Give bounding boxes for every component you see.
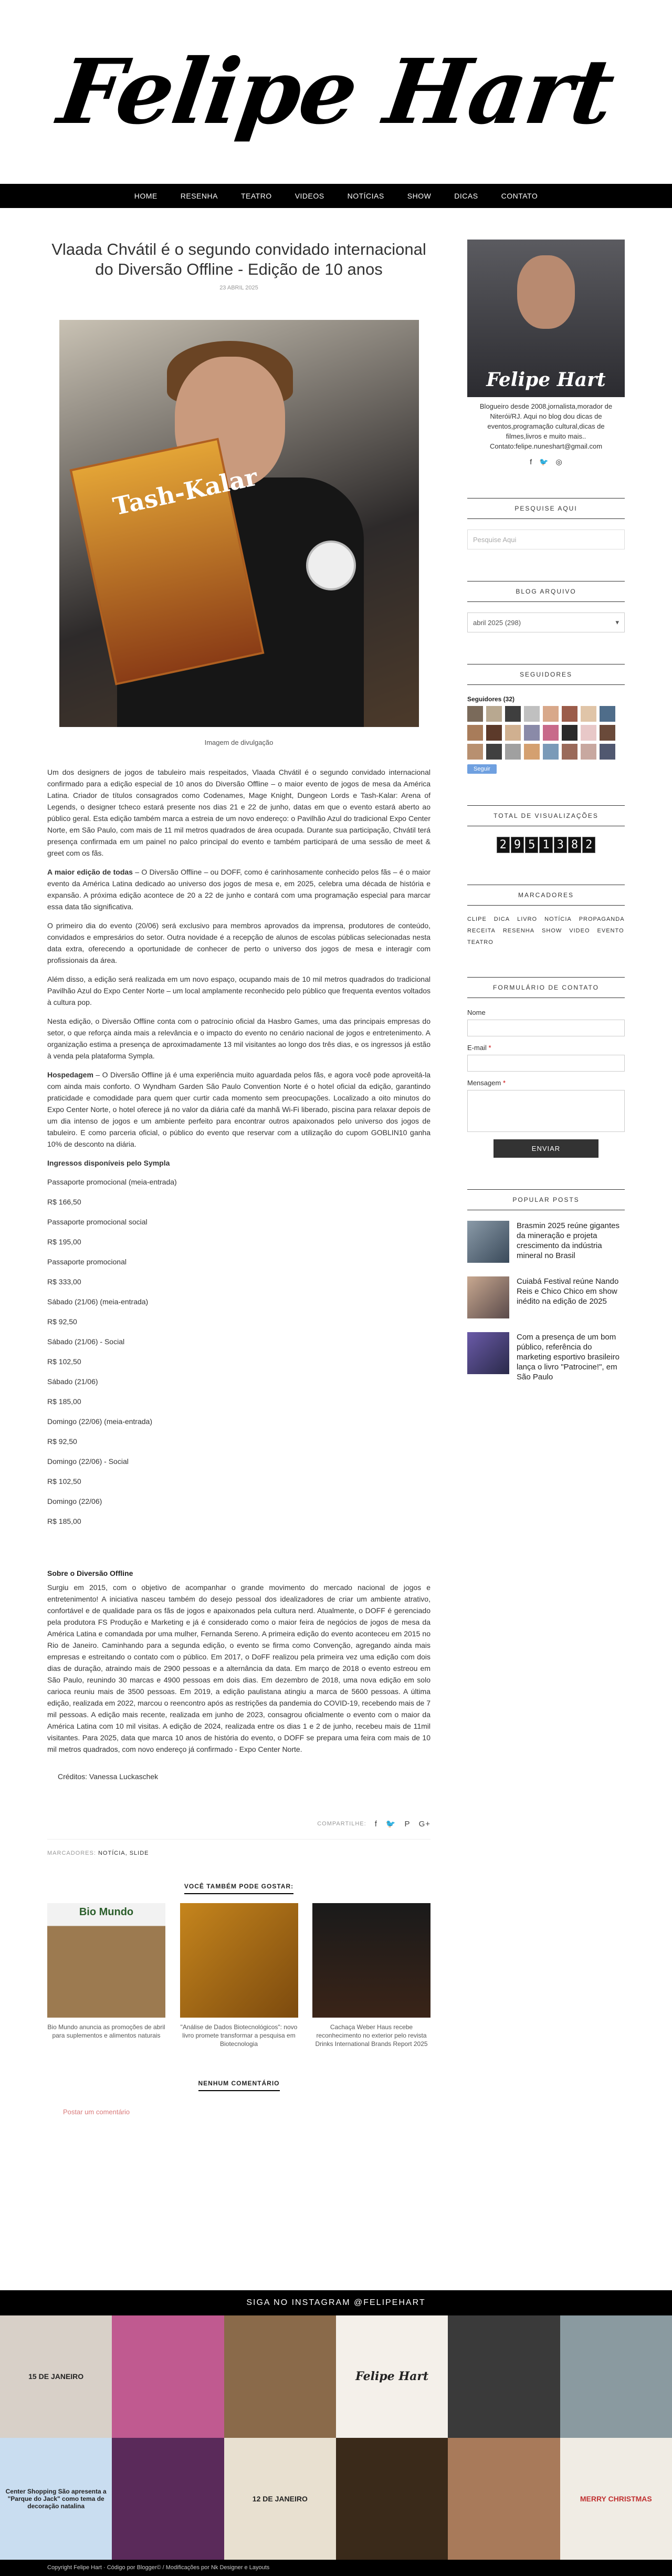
avatar[interactable] [467, 725, 483, 741]
instagram-tile[interactable]: 12 DE JANEIRO [224, 2438, 336, 2560]
post-date: 23 ABRIL 2025 [219, 285, 258, 291]
paragraph: Um dos designers de jogos de tabuleiro mais respeitados, Vlaada Chvátil é o segundo convidado internacional confirmado para a edição especial de 10 anos do Diversão Offline – o maior evento de jogos de mesa da América Latina. Criador de títulos consagrados como Codenames, Mage Knight, Dungeon Lords e Tash-Kalar: Arena of Legends, o designer tcheco estará presente nos dias 21 e 22 de junho, datas em que o evento estará aberto ao público geral. Esta edição também marca a estreia de um novo endereço: o Pavilhão Azul do tradicional Expo Center Norte, em São Paulo, com mais de 11 mil metros quadrados de área ocupada. Durante sua participação, Chvátil terá presença confirmada em um painel no palco principal do evento e também participará de uma sessão de meet & greet com os fãs. [47, 768, 430, 857]
name-label: Nome [467, 1009, 486, 1016]
post-hero-image [59, 320, 419, 727]
avatar[interactable] [505, 725, 521, 741]
tickets-heading: Ingressos disponíveis pelo Sympla [47, 1159, 170, 1167]
tag-link[interactable]: RECEITA [467, 928, 496, 934]
ticket-list [47, 1176, 430, 1527]
paragraph: Além disso, a edição será realizada em um novo espaço, ocupando mais de 10 mil metros quadrados do tradicional Pavilhão Azul do Expo Center Norte – um local amplamente reconhecido pelo público que frequenta eventos voltados à cultura pop. [47, 975, 431, 1006]
nav-videos[interactable]: VIDEOS [295, 192, 324, 200]
avatar[interactable] [524, 744, 540, 760]
email-field[interactable] [467, 1055, 625, 1072]
instagram-tile[interactable] [448, 2438, 560, 2560]
instagram-tile[interactable]: MERRY CHRISTMAS [560, 2438, 672, 2560]
avatar[interactable] [467, 744, 483, 760]
tag-link[interactable]: RESENHA [502, 928, 535, 934]
profile-name: Felipe Hart [486, 369, 606, 391]
instagram-tile[interactable]: 15 DE JANEIRO [0, 2315, 112, 2438]
tag-link[interactable]: LIVRO [517, 916, 538, 922]
avatar[interactable] [562, 706, 578, 722]
tag-list [467, 916, 625, 946]
avatar[interactable] [524, 725, 540, 741]
followers-count: Seguidores (32) [467, 695, 515, 703]
tag-link[interactable]: VIDEO [569, 928, 590, 934]
send-button[interactable]: ENVIAR [494, 1139, 598, 1158]
related-post[interactable] [180, 1903, 298, 2048]
social-links [467, 458, 625, 466]
follow-button[interactable]: Seguir [467, 764, 497, 774]
avatar[interactable] [505, 744, 521, 760]
ticket-price: R$ 185,00 [47, 1517, 81, 1525]
tag-link[interactable]: NOTÍCIA [544, 916, 572, 922]
sidebar [467, 240, 625, 2168]
ticket-item: Sábado (21/06) (meia-entrada) [47, 1297, 149, 1306]
paragraph: Nesta edição, o Diversão Offline conta com o patrocínio oficial da Hasbro Games, uma das principais empresas do setor, o que reforça ainda mais a relevância e o impacto do evento no cenário nacional de jogos e entretenimento. A organização estima a presença de aproximadamente 13 mil visitantes ao longo dos três dias, e os ingressos já estão à venda pela plataforma Sympla. [47, 1017, 430, 1060]
related-post[interactable] [312, 1903, 430, 2048]
paragraph: O primeiro dia do evento (20/06) será exclusivo para membros aprovados da imprensa, produtores de conteúdo, convidados e empresários do setor. Outra novidade é a recepção de alunos de escolas públicas selecionadas nesta data extra, oferecendo a oportunidade de conhecer de perto o universo dos jogos de mesa e interagir com profissionais da área. [47, 921, 430, 964]
instagram-tile[interactable] [112, 2438, 224, 2560]
profile-photo [467, 240, 625, 397]
instagram-tile[interactable] [448, 2315, 560, 2438]
markers-links[interactable]: NOTÍCIA, SLIDE [98, 1850, 149, 1856]
nav-resenha[interactable]: RESENHA [180, 192, 218, 200]
ticket-item: Domingo (22/06) [47, 1497, 102, 1505]
avatar[interactable] [600, 725, 615, 741]
related-post-title: Bio Mundo anuncia as promoções de abril para suplementos e alimentos naturais [47, 2023, 165, 2039]
tag-link[interactable]: TEATRO [467, 939, 494, 946]
avatar[interactable] [562, 744, 578, 760]
ticket-item: Passaporte promocional [47, 1258, 127, 1266]
nav-noticias[interactable]: NOTÍCIAS [347, 192, 384, 200]
message-label: Mensagem * [467, 1079, 506, 1087]
popular-post-title: Cuiabá Festival reúne Nando Reis e Chico Chico em show inédito na edição de 2025 [517, 1277, 619, 1306]
nav-contato[interactable]: CONTATO [501, 192, 538, 200]
related-post[interactable] [47, 1903, 165, 2048]
visits-digit: 9 [511, 837, 524, 853]
search-widget-title: PESQUISE AQUI [467, 498, 625, 519]
avatar[interactable] [486, 706, 502, 722]
site-logo[interactable]: Felipe Hart [52, 39, 620, 144]
search-input[interactable]: Pesquise Aqui [467, 529, 625, 549]
instagram-tile[interactable] [560, 2315, 672, 2438]
pinterest-icon[interactable]: P [404, 1819, 411, 1829]
tag-link[interactable]: CLIPE [467, 916, 487, 922]
followers-avatars [467, 706, 625, 760]
popular-post[interactable] [467, 1276, 625, 1318]
email-label: E-mail * [467, 1044, 491, 1052]
tag-link[interactable]: PROPAGANDA [579, 916, 625, 922]
avatar[interactable] [505, 706, 521, 722]
ticket-item: Domingo (22/06) (meia-entrada) [47, 1417, 152, 1426]
nav-home[interactable]: HOME [134, 192, 158, 200]
followers-widget-title: SEGUIDORES [467, 664, 625, 685]
visits-digit: 1 [539, 837, 552, 853]
image-caption: Imagem de divulgação [204, 739, 274, 746]
avatar[interactable] [581, 744, 596, 760]
ticket-price: R$ 333,00 [47, 1277, 81, 1286]
archive-widget-title: BLOG ARQUIVO [467, 581, 625, 602]
tag-link[interactable]: DICA [494, 916, 510, 922]
avatar[interactable] [543, 706, 559, 722]
ticket-price: R$ 195,00 [47, 1238, 81, 1246]
related-post-title: "Análise de Dados Biotecnológicos": novo livro promete transformar a pesquisa em Biotecnologia [180, 2023, 298, 2048]
ticket-price: R$ 92,50 [47, 1317, 77, 1326]
related-posts [47, 1903, 430, 2048]
visits-digit: 2 [582, 837, 595, 853]
contact-widget-title: FORMULÁRIO DE CONTATO [467, 977, 625, 998]
related-post-image: Bio Mundo [47, 1903, 165, 2018]
avatar[interactable] [543, 744, 559, 760]
about-paragraph: Surgiu em 2015, com o objetivo de acompanhar o grande movimento do mercado nacional de jogos e entretenimento! A iniciativa nasceu também do desejo pessoal dos idealizadores de criar um ambiente atrativo, confortável e de qualidade para os fãs de jogos e apaixonados pela cultura nerd. Atualmente, o DOFF é gerenciado pela produtora FS Produção e Marketing e já é considerado como o maior feira de negócios de jogos de mesa da América Latina e comandada por uma mulher, Fernanda Sereno. A primeira edição do evento aconteceu em 2015 no Rio de Janeiro. Caminhando para a segunda edição, o evento se firma como Convenção, agregando ainda mais empresas e estreitando o contato com o público. Em 2017, o DoFF realizou pela primeira vez uma edição com dois dias de duração, atraindo mais de 2900 pessoas e a alternância da data. Em março de 2018 o evento estreou em São Paulo, reunindo 30 marcas e 4900 pessoas em dois dias. Em dezembro de 2018, uma nova edição em solo carioca reuniu mais de 3500 pessoas. Em 2019, a edição paulistana atingiu a marca de 5600 pessoas. A última edição, realizada em 2022, marcou o reencontro após as restrições da pandemia do COVID-19, recebendo mais de 7 mil pessoas. A edição mais recente, realizada em junho de 2023, consagrou oficialmente o evento com o maior da América Latina com 10 mil visitas. A edição de 2024, realizada entre os dias 1 e 2 de junho, recebeu mais de 11mil visitantes. Para 2025, data que marca 10 anos de história do evento, o DOFF se prepara uma feira com mais de 10 mil metros quadrados, com novo endereço já confirmado - Expo Center Norte. [47, 1583, 430, 1753]
hero-game-box-title: Tash-Kalar [110, 462, 260, 521]
instagram-icon[interactable]: ◎ [555, 458, 562, 466]
related-post-image [312, 1903, 430, 2018]
popular-post-image [467, 1332, 509, 1374]
ticket-price: R$ 102,50 [47, 1477, 81, 1486]
profile-bio: Blogueiro desde 2008,jornalista,morador de Niterói/RJ. Aqui no blog dou dicas de eventos,programação cultural,dicas de filmes,livros e muito mais.. Contato:felipe.nuneshart@gmail.com [479, 402, 613, 450]
avatar[interactable] [467, 706, 483, 722]
visits-widget-title: TOTAL DE VISUALIZAÇÕES [467, 805, 625, 826]
post-body [47, 766, 430, 1782]
name-field[interactable] [467, 1020, 625, 1036]
instagram-grid [0, 2315, 672, 2560]
facebook-icon[interactable]: f [374, 1819, 377, 1829]
avatar[interactable] [486, 725, 502, 741]
nav-show[interactable]: SHOW [407, 192, 432, 200]
ticket-price: R$ 185,00 [47, 1397, 81, 1406]
popular-post-title: Com a presença de um bom público, referência do marketing esportivo brasileiro lança o livro "Patrocine!", em São Paulo [517, 1333, 620, 1382]
instagram-tile[interactable] [224, 2315, 336, 2438]
about-heading: Sobre o Diversão Offline [47, 1569, 133, 1577]
visits-digit: 2 [497, 837, 510, 853]
nav-teatro[interactable]: TEATRO [240, 192, 272, 200]
chevron-down-icon: ▾ [615, 618, 619, 626]
share-label: COMPARTILHE: [317, 1821, 366, 1827]
ticket-item: Passaporte promocional social [47, 1218, 148, 1226]
popular-post-title: Brasmin 2025 reúne gigantes da mineração e projeta crescimento da indústria mineral no Brasil [517, 1221, 620, 1260]
popular-post[interactable] [467, 1221, 625, 1263]
visits-digit: 8 [568, 837, 581, 853]
site-header [0, 0, 672, 184]
related-post-image [180, 1903, 298, 2018]
instagram-tile[interactable]: Center Shopping São apresenta a "Parque do Jack" como tema de decoração natalina [0, 2438, 112, 2560]
popular-post-image [467, 1221, 509, 1263]
ticket-item: Passaporte promocional (meia-entrada) [47, 1178, 177, 1186]
visits-digit: 5 [525, 837, 538, 853]
ticket-price: R$ 166,50 [47, 1198, 81, 1206]
paragraph: Hospedagem – O Diversão Offline já é uma experiência muito aguardada pelos fãs, e agora você pode aproveitá-la com ainda mais conforto. O Wyndham Garden São Paulo Convention Norte é o hotel oficial da edição, garantindo praticidade e comodidade para quem quer curtir cada momento sem preocupações. Localizado a oito minutos do Expo Center Norte, o hotel oferece já no valor da diária café da manhã Wi-Fi liberado, piscina para relaxar depois de um dia intenso de jogos e um ambiente perfeito para encontrar outros apaixonados pelo universo dos jogos de tabuleiro. E como parceria oficial, o público do evento que reservar com a utilização do cupom GOBLIN10 ganha 10% de desconto na diária. [47, 1071, 430, 1148]
avatar[interactable] [486, 744, 502, 760]
google-plus-icon[interactable]: G+ [418, 1819, 430, 1829]
popular-widget-title: POPULAR POSTS [467, 1189, 625, 1210]
instagram-tile[interactable] [112, 2315, 224, 2438]
ticket-price: R$ 92,50 [47, 1437, 77, 1446]
tags-widget-title: MARCADORES [467, 885, 625, 906]
tag-link[interactable]: EVENTO [597, 928, 624, 934]
related-heading: VOCÊ TAMBÉM PODE GOSTAR: [47, 1883, 430, 1890]
post-comment-link[interactable]: Postar um comentário [63, 2108, 130, 2116]
twitter-icon[interactable]: 🐦 [539, 458, 549, 466]
twitter-icon[interactable]: 🐦 [385, 1820, 396, 1829]
message-field[interactable] [467, 1090, 625, 1132]
instagram-title: SIGA NO INSTAGRAM @FELIPEHART [0, 2290, 672, 2315]
popular-post[interactable] [467, 1332, 625, 1382]
facebook-icon[interactable]: f [530, 458, 532, 466]
nav-dicas[interactable]: DICAS [454, 192, 478, 200]
related-post-title: Cachaça Weber Haus recebe reconhecimento no exterior pelo revista Drinks International Brands Report 2025 [315, 2023, 428, 2048]
share-bar [47, 1819, 430, 1829]
main-nav [0, 184, 672, 208]
tag-link[interactable]: SHOW [542, 928, 562, 934]
instagram-tile[interactable]: Felipe Hart [336, 2315, 448, 2438]
comments-heading: NENHUM COMENTÁRIO [47, 2080, 430, 2087]
ticket-item: Domingo (22/06) - Social [47, 1457, 129, 1466]
post-title: Vlaada Chvátil é o segundo convidado internacional do Diversão Offline - Edição de 10 anos [51, 240, 426, 278]
credits: Créditos: Vanessa Luckaschek [58, 1772, 159, 1781]
visits-counter [467, 837, 625, 853]
avatar[interactable] [600, 706, 615, 722]
popular-post-image [467, 1276, 509, 1318]
ticket-price: R$ 102,50 [47, 1357, 81, 1366]
avatar[interactable] [524, 706, 540, 722]
avatar[interactable] [581, 725, 596, 741]
visits-digit: 3 [554, 837, 567, 853]
post-main [47, 240, 430, 2168]
post-markers: MARCADORES: NOTÍCIA, SLIDE [47, 1839, 430, 1856]
paragraph: A maior edição de todas – O Diversão Offline – ou DOFF, como é carinhosamente conhecido pelos fãs – é o maior evento da América Latina dedicado ao universo dos jogos de mesa e, em 2025, celebra uma década de história e expansão. A próxima edição acontece de 20 a 22 de junho e contará com uma programação especial para marcar essa data tão significativa. [47, 868, 430, 911]
avatar[interactable] [581, 706, 596, 722]
archive-select[interactable]: abril 2025 (298) ▾ [467, 612, 625, 632]
avatar[interactable] [600, 744, 615, 760]
avatar[interactable] [562, 725, 578, 741]
ticket-item: Sábado (21/06) [47, 1377, 98, 1386]
footer: Copyright Felipe Hart · Código por Blogger© / Modificações por Nk Designer e Layouts [0, 2560, 672, 2576]
ticket-item: Sábado (21/06) - Social [47, 1337, 125, 1346]
instagram-tile[interactable] [336, 2438, 448, 2560]
avatar[interactable] [543, 725, 559, 741]
hero-badge [306, 541, 356, 590]
